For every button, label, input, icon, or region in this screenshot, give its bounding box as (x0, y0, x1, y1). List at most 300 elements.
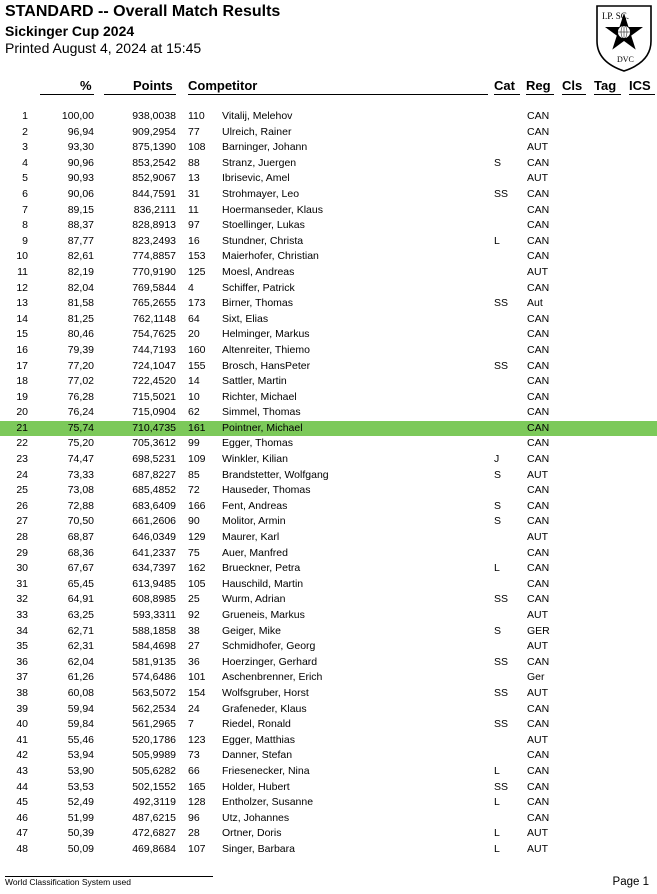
competitor-number-cell: 14 (188, 375, 200, 388)
header-underline (629, 94, 655, 95)
competitor-name-cell: Holder, Hubert (222, 780, 290, 793)
table-row (0, 343, 657, 359)
table-row (0, 468, 657, 484)
place-cell: 27 (16, 515, 28, 528)
points-cell: 613,9485 (132, 577, 176, 590)
classification-note: World Classification System used (5, 877, 131, 887)
percent-cell: 53,94 (67, 749, 94, 762)
table-row (0, 717, 657, 733)
competitor-name-cell: Fent, Andreas (222, 499, 288, 512)
percent-cell: 68,87 (67, 531, 94, 544)
percent-cell: 100,00 (61, 110, 94, 122)
percent-cell: 62,71 (67, 624, 94, 637)
place-cell: 34 (16, 624, 28, 637)
place-cell: 20 (16, 406, 28, 419)
place-cell: 26 (16, 499, 28, 512)
table-row (0, 109, 657, 125)
region-cell: AUT (527, 733, 548, 746)
competitor-name-cell: Hoerzinger, Gerhard (222, 655, 318, 668)
region-cell: CAN (527, 187, 550, 200)
region-cell: GER (527, 624, 550, 637)
results-table (0, 109, 657, 858)
region-cell: CAN (527, 562, 550, 575)
points-cell: 724,1047 (132, 359, 176, 372)
points-cell: 563,5072 (132, 686, 176, 699)
percent-cell: 51,99 (67, 811, 94, 824)
percent-cell: 72,88 (67, 499, 94, 512)
competitor-number-cell: 154 (188, 686, 206, 699)
percent-cell: 77,02 (67, 375, 94, 388)
percent-cell: 62,04 (67, 655, 94, 668)
region-cell: CAN (527, 203, 550, 216)
percent-cell: 88,37 (67, 219, 94, 232)
competitor-number-cell: 110 (188, 110, 205, 122)
percent-cell: 67,67 (67, 562, 94, 575)
region-cell: Aut (527, 297, 543, 310)
table-row (0, 639, 657, 655)
region-cell: CAN (527, 749, 550, 762)
category-cell: SS (494, 297, 509, 310)
percent-cell: 90,06 (67, 187, 94, 200)
region-cell: CAN (527, 593, 550, 606)
competitor-number-cell: 123 (188, 733, 206, 746)
points-cell: 685,4852 (132, 484, 176, 497)
region-cell: AUT (527, 827, 548, 840)
region-cell: CAN (527, 546, 550, 559)
percent-cell: 53,90 (67, 764, 94, 777)
competitor-name-cell: Ortner, Doris (222, 827, 282, 840)
region-cell: CAN (527, 250, 550, 263)
place-cell: 39 (16, 702, 28, 715)
competitor-number-cell: 31 (188, 187, 200, 200)
competitor-name-cell: Schiffer, Patrick (222, 281, 295, 294)
place-cell: 33 (16, 609, 28, 621)
place-cell: 14 (16, 312, 28, 325)
table-row (0, 374, 657, 390)
competitor-name-cell: Vitalij, Melehov (222, 110, 293, 122)
competitor-name-cell: Brosch, HansPeter (222, 359, 311, 372)
region-cell: CAN (527, 328, 550, 341)
points-cell: 844,7591 (132, 187, 176, 200)
competitor-number-cell: 165 (188, 780, 206, 793)
region-cell: Ger (527, 671, 545, 684)
competitor-name-cell: Simmel, Thomas (222, 406, 301, 419)
region-cell: CAN (527, 110, 550, 122)
percent-cell: 53,53 (67, 780, 94, 793)
percent-cell: 76,24 (67, 406, 94, 419)
table-row (0, 546, 657, 562)
points-cell: 705,3612 (132, 437, 176, 450)
competitor-name-cell: Singer, Barbara (222, 842, 295, 855)
place-cell: 44 (16, 780, 28, 793)
place-cell: 28 (16, 531, 28, 544)
percent-cell: 64,91 (67, 593, 94, 606)
col-header-points: Points (133, 78, 173, 93)
competitor-name-cell: Danner, Stefan (222, 749, 293, 762)
table-row (0, 327, 657, 343)
competitor-number-cell: 99 (188, 437, 200, 450)
points-cell: 938,0038 (132, 110, 176, 122)
table-row (0, 514, 657, 530)
competitor-name-cell: Hauseder, Thomas (222, 484, 311, 497)
header-underline (562, 94, 586, 95)
competitor-name-cell: Helminger, Markus (222, 328, 310, 341)
points-cell: 722,4520 (132, 375, 176, 388)
points-cell: 710,4735 (132, 421, 176, 434)
competitor-name-cell: Molitor, Armin (222, 515, 286, 528)
percent-cell: 63,25 (67, 609, 94, 621)
percent-cell: 93,30 (67, 141, 94, 154)
region-cell: CAN (527, 796, 550, 809)
region-cell: CAN (527, 702, 550, 715)
points-cell: 593,3311 (132, 609, 176, 621)
competitor-number-cell: 64 (188, 312, 200, 325)
percent-cell: 73,33 (67, 468, 94, 481)
region-cell: CAN (527, 718, 550, 731)
region-cell: CAN (527, 764, 550, 777)
match-name: Sickinger Cup 2024 (5, 23, 135, 39)
points-cell: 715,5021 (132, 390, 176, 403)
category-cell: S (494, 156, 502, 169)
category-cell: SS (494, 686, 509, 699)
category-cell: S (494, 515, 502, 528)
table-row (0, 436, 657, 452)
points-cell: 584,4698 (132, 640, 176, 653)
category-cell: L (494, 796, 500, 809)
competitor-number-cell: 72 (188, 484, 200, 497)
competitor-number-cell: 27 (188, 640, 200, 653)
place-cell: 13 (16, 297, 28, 310)
competitor-number-cell: 96 (188, 811, 200, 824)
competitor-number-cell: 10 (188, 390, 200, 403)
points-cell: 774,8857 (132, 250, 176, 263)
percent-cell: 74,47 (67, 453, 94, 466)
competitor-number-cell: 101 (188, 671, 206, 684)
col-header-competitor: Competitor (188, 78, 258, 93)
competitor-name-cell: Maierhofer, Christian (222, 250, 319, 263)
competitor-number-cell: 4 (188, 281, 194, 294)
region-cell: CAN (527, 577, 550, 590)
competitor-number-cell: 108 (188, 141, 206, 154)
competitor-number-cell: 90 (188, 515, 200, 528)
percent-cell: 68,36 (67, 546, 94, 559)
percent-cell: 80,46 (67, 328, 94, 341)
table-row (0, 249, 657, 265)
category-cell: S (494, 624, 502, 637)
percent-cell: 96,94 (67, 125, 94, 138)
place-cell: 24 (16, 468, 28, 481)
competitor-number-cell: 162 (188, 562, 206, 575)
region-cell: CAN (527, 484, 550, 497)
region-cell: CAN (527, 343, 550, 356)
place-cell: 7 (22, 203, 28, 216)
competitor-name-cell: Grueneis, Markus (222, 609, 305, 621)
competitor-number-cell: 38 (188, 624, 200, 637)
category-cell: SS (494, 655, 509, 668)
ipsc-star-shield-icon (593, 3, 655, 73)
place-cell: 46 (16, 811, 28, 824)
competitor-name-cell: Friesenecker, Nina (222, 764, 310, 777)
competitor-name-cell: Schmidhofer, Georg (222, 640, 316, 653)
points-cell: 852,9067 (132, 172, 176, 185)
points-cell: 634,7397 (132, 562, 176, 575)
competitor-number-cell: 13 (188, 172, 200, 185)
competitor-number-cell: 85 (188, 468, 200, 481)
percent-cell: 75,20 (67, 437, 94, 450)
place-cell: 6 (22, 187, 28, 200)
competitor-number-cell: 125 (188, 265, 206, 278)
competitor-number-cell: 36 (188, 655, 200, 668)
region-cell: AUT (527, 640, 548, 653)
competitor-number-cell: 11 (188, 203, 199, 216)
competitor-number-cell: 107 (188, 842, 206, 855)
place-cell: 18 (16, 375, 28, 388)
percent-cell: 61,26 (67, 671, 94, 684)
percent-cell: 90,96 (67, 156, 94, 169)
region-cell: CAN (527, 406, 550, 419)
table-row (0, 826, 657, 842)
region-cell: CAN (527, 234, 550, 247)
percent-cell: 65,45 (67, 577, 94, 590)
competitor-number-cell: 62 (188, 406, 200, 419)
competitor-name-cell: Altenreiter, Thiemo (222, 343, 310, 356)
table-row (0, 140, 657, 156)
table-row (0, 764, 657, 780)
points-cell: 769,5844 (132, 281, 176, 294)
points-cell: 765,2655 (132, 297, 176, 310)
points-cell: 687,8227 (132, 468, 176, 481)
place-cell: 29 (16, 546, 28, 559)
report-title: STANDARD -- Overall Match Results (5, 3, 281, 20)
category-cell: S (494, 499, 502, 512)
col-header-cat: Cat (494, 78, 515, 93)
region-cell: CAN (527, 312, 550, 325)
place-cell: 30 (16, 562, 28, 575)
percent-cell: 62,31 (67, 640, 94, 653)
region-cell: CAN (527, 281, 550, 294)
percent-cell: 73,08 (67, 484, 94, 497)
table-row (0, 592, 657, 608)
region-cell: AUT (527, 531, 548, 544)
points-cell: 487,6215 (132, 811, 176, 824)
table-row (0, 312, 657, 328)
points-cell: 588,1858 (132, 624, 176, 637)
competitor-number-cell: 16 (188, 234, 200, 247)
competitor-number-cell: 109 (188, 453, 206, 466)
competitor-number-cell: 20 (188, 328, 200, 341)
competitor-name-cell: Egger, Thomas (222, 437, 294, 450)
competitor-number-cell: 173 (188, 297, 206, 310)
points-cell: 661,2606 (132, 515, 176, 528)
category-cell: J (494, 453, 500, 466)
competitor-number-cell: 77 (188, 125, 200, 138)
table-row (0, 842, 657, 858)
points-cell: 502,1552 (132, 780, 176, 793)
points-cell: 641,2337 (132, 546, 176, 559)
points-cell: 492,3119 (132, 796, 176, 809)
place-cell: 12 (16, 281, 28, 294)
percent-cell: 50,39 (67, 827, 94, 840)
col-header-ics: ICS (629, 78, 651, 93)
logo-text-bottom: DVC (617, 55, 634, 64)
competitor-number-cell: 105 (188, 577, 206, 590)
place-cell: 2 (22, 125, 28, 138)
region-cell: CAN (527, 780, 550, 793)
region-cell: AUT (527, 265, 548, 278)
place-cell: 9 (22, 234, 28, 247)
competitor-number-cell: 88 (188, 156, 200, 169)
points-cell: 909,2954 (132, 125, 176, 138)
table-row (0, 608, 657, 624)
competitor-name-cell: Stoellinger, Lukas (222, 219, 305, 232)
competitor-number-cell: 128 (188, 796, 206, 809)
competitor-number-cell: 97 (188, 219, 200, 232)
table-row (0, 795, 657, 811)
table-row (0, 483, 657, 499)
table-row (0, 733, 657, 749)
points-cell: 853,2542 (132, 156, 176, 169)
place-cell: 31 (16, 577, 28, 590)
points-cell: 505,9989 (132, 749, 176, 762)
place-cell: 19 (16, 390, 28, 403)
place-cell: 23 (16, 453, 28, 466)
points-cell: 505,6282 (132, 764, 176, 777)
category-cell: L (494, 827, 500, 840)
table-row (0, 670, 657, 686)
competitor-number-cell: 73 (188, 749, 200, 762)
region-cell: CAN (527, 655, 550, 668)
competitor-number-cell: 129 (188, 531, 206, 544)
place-cell: 42 (16, 749, 28, 762)
competitor-name-cell: Pointner, Michael (222, 421, 303, 434)
table-row (0, 156, 657, 172)
percent-cell: 82,19 (67, 265, 94, 278)
region-cell: CAN (527, 156, 550, 169)
table-row (0, 187, 657, 203)
competitor-number-cell: 75 (188, 546, 200, 559)
competitor-name-cell: Wolfsgruber, Horst (222, 686, 309, 699)
region-cell: AUT (527, 609, 548, 621)
table-row (0, 530, 657, 546)
points-cell: 698,5231 (132, 453, 176, 466)
region-cell: CAN (527, 453, 550, 466)
points-cell: 562,2534 (132, 702, 176, 715)
table-row (0, 811, 657, 827)
table-row (0, 125, 657, 141)
place-cell: 8 (22, 219, 28, 232)
percent-cell: 81,58 (67, 297, 94, 310)
table-row (0, 265, 657, 281)
competitor-name-cell: Brueckner, Petra (222, 562, 301, 575)
table-row (0, 296, 657, 312)
category-cell: L (494, 234, 500, 247)
competitor-name-cell: Auer, Manfred (222, 546, 288, 559)
percent-cell: 55,46 (67, 733, 94, 746)
table-row (0, 499, 657, 515)
percent-cell: 59,84 (67, 718, 94, 731)
points-cell: 770,9190 (132, 265, 176, 278)
category-cell: L (494, 842, 500, 855)
competitor-number-cell: 160 (188, 343, 206, 356)
points-cell: 823,2493 (132, 234, 176, 247)
place-cell: 17 (16, 359, 28, 372)
table-row (0, 577, 657, 593)
place-cell: 40 (16, 718, 28, 731)
competitor-name-cell: Riedel, Ronald (222, 718, 291, 731)
place-cell: 1 (22, 110, 28, 122)
percent-cell: 50,09 (67, 842, 94, 855)
place-cell: 36 (16, 655, 28, 668)
points-cell: 469,8684 (132, 842, 176, 855)
place-cell: 3 (22, 141, 28, 154)
category-cell: SS (494, 718, 509, 731)
competitor-number-cell: 92 (188, 609, 200, 621)
category-cell: SS (494, 187, 509, 200)
competitor-name-cell: Richter, Michael (222, 390, 297, 403)
table-row (0, 702, 657, 718)
percent-cell: 82,61 (67, 250, 94, 263)
points-cell: 520,1786 (132, 733, 176, 746)
percent-cell: 70,50 (67, 515, 94, 528)
table-row (0, 171, 657, 187)
place-cell: 10 (16, 250, 28, 263)
table-row (0, 655, 657, 671)
table-row (0, 281, 657, 297)
competitor-name-cell: Brandstetter, Wolfgang (222, 468, 329, 481)
competitor-name-cell: Maurer, Karl (222, 531, 280, 544)
col-header-cls: Cls (562, 78, 583, 93)
header-underline (40, 94, 94, 95)
header-underline (104, 94, 176, 95)
region-cell: CAN (527, 811, 550, 824)
header-underline (494, 94, 520, 95)
place-cell: 11 (17, 265, 28, 278)
competitor-name-cell: Aschenbrenner, Erich (222, 671, 323, 684)
points-cell: 581,9135 (132, 655, 176, 668)
competitor-number-cell: 28 (188, 827, 200, 840)
region-cell: CAN (527, 390, 550, 403)
points-cell: 472,6827 (132, 827, 176, 840)
region-cell: CAN (527, 375, 550, 388)
competitor-number-cell: 7 (188, 718, 194, 731)
table-row (0, 203, 657, 219)
category-cell: L (494, 562, 500, 575)
region-cell: AUT (527, 842, 548, 855)
competitor-name-cell: Birner, Thomas (222, 297, 294, 310)
competitor-name-cell: Hauschild, Martin (222, 577, 304, 590)
competitor-number-cell: 25 (188, 593, 200, 606)
competitor-name-cell: Utz, Johannes (222, 811, 290, 824)
percent-cell: 81,25 (67, 312, 94, 325)
competitor-name-cell: Strohmayer, Leo (222, 187, 300, 200)
points-cell: 608,8985 (132, 593, 176, 606)
place-cell: 16 (16, 343, 28, 356)
table-row (0, 452, 657, 468)
competitor-name-cell: Barninger, Johann (222, 141, 308, 154)
percent-cell: 60,08 (67, 686, 94, 699)
table-row (0, 748, 657, 764)
competitor-name-cell: Stundner, Christa (222, 234, 304, 247)
place-cell: 41 (16, 733, 28, 746)
percent-cell: 89,15 (67, 203, 94, 216)
competitor-number-cell: 24 (188, 702, 200, 715)
points-cell: 683,6409 (132, 499, 176, 512)
region-cell: CAN (527, 437, 550, 450)
percent-cell: 82,04 (67, 281, 94, 294)
competitor-name-cell: Moesl, Andreas (222, 265, 295, 278)
col-header-tag: Tag (594, 78, 617, 93)
points-cell: 561,2965 (132, 718, 176, 731)
